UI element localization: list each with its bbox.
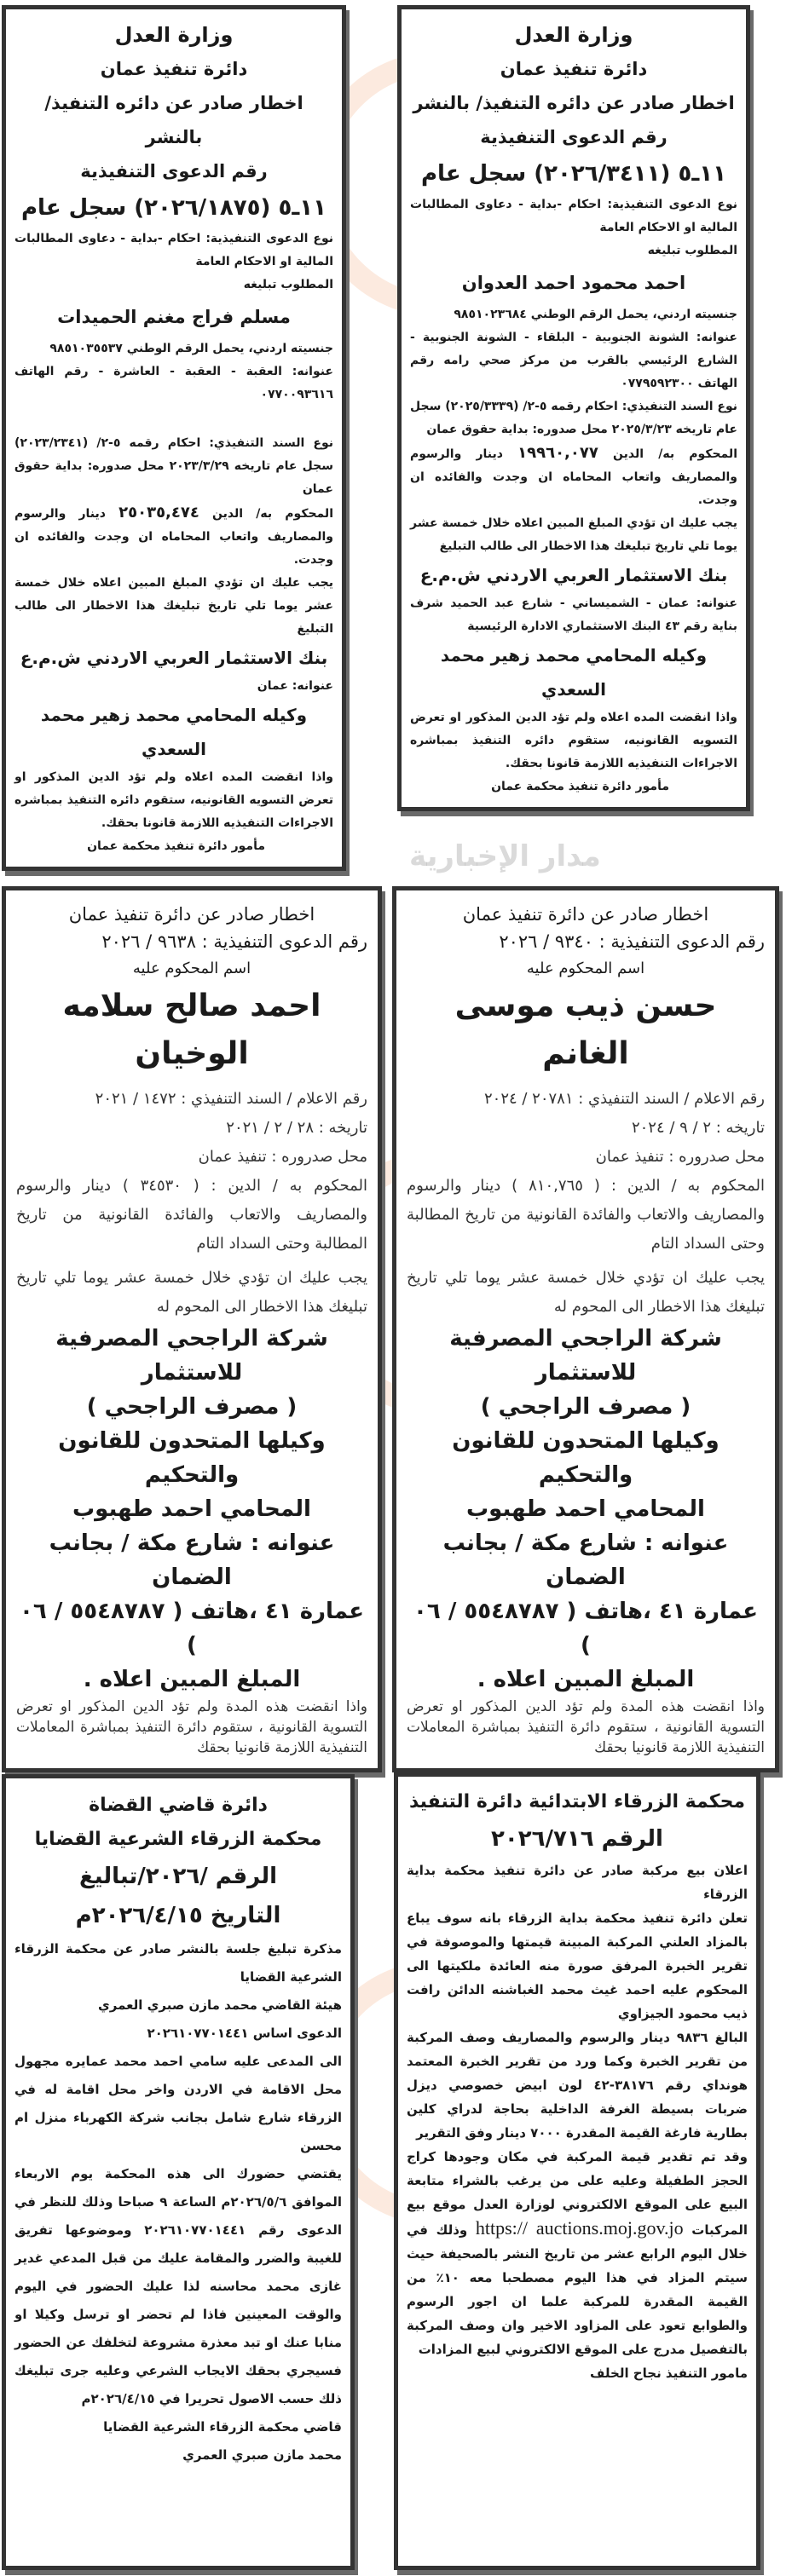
creditor-address: عنوانه : شارع مكة / بجانب الضمان: [49, 1530, 335, 1590]
department-heading: دائرة قاضي القضاة: [89, 1795, 268, 1816]
signature: مأمور دائرة تنفيذ محكمة عمان: [491, 780, 669, 793]
signature: مأمور دائرة تنفيذ محكمة عمان: [87, 839, 265, 853]
execution-deed: نوع السند التنفيذي: احكام رقمه ٥-٢/ (٢٠٢٥/٣٣٣٩) سجل عام تاريخه ٢٠٢٥/٣/٢٣ محل صدوره: بداية حقوق عمان: [410, 400, 737, 436]
notice-amman-execution-2: [2, 5, 346, 871]
department-heading: دائرة تنفيذ عمان: [100, 59, 248, 79]
deed-date: تاريخه : ٢ / ٩ / ٢٠٢٤: [631, 1119, 765, 1137]
amount-above: المبلغ المبين اعلاه .: [477, 1667, 695, 1692]
amount-value: ٢٥٠٣٥,٤٧٤: [118, 504, 199, 522]
lawyer-name: وكيله المحامي محمد زهير محمد السعدي: [440, 645, 708, 700]
debtor-name: احمد صالح سلامه الوخيان: [62, 988, 321, 1071]
debtor-label: اسم المحكوم عليه: [526, 960, 645, 977]
creditor-alias: ( مصرف الراجحي ): [480, 1394, 691, 1420]
amount-suffix: دينار والرسوم والمصاريف واتعاب المحاماه ان وجدت والفائده ان وجدت.: [410, 447, 737, 507]
agent-name: وكيلها المتحدون للقانون والتحكيم: [452, 1428, 720, 1488]
warning-text: واذا انقضت المده اعلاه ولم تؤد الدين المذكور او تعرض التسويه القانونيه، ستقوم دائره التنفيذ بمباشره الاجراءات التنفيذيه اللازمة قانونا بحقك.: [14, 770, 333, 830]
building-phone: عمارة ٤١ ،هاتف ( ٥٥٤٨٧٨٧ / ٠٦ ): [413, 1599, 758, 1658]
debtor-nationality: جنسيته اردني، يحمل الرقم الوطني ٩٨٥١٠٢٣٦٨٤: [454, 308, 737, 321]
auction-body-1: تعلن دائرة تنفيذ محكمة بداية الزرقاء بانه سوف يباع بالمزاد العلني المركبة المبينة قيمتها والموصوفة في تقرير الخبرة المرفق صورة منه العائدة ملكيتها الى المحكوم عليه احمد غيث محمد الغباشنه الدائن رافت ذيب محمود الجيزاوي: [407, 1910, 748, 2021]
debtor-label: اسم المحكوم عليه: [132, 960, 251, 977]
auction-intro: اعلان بيع مركبة صادر عن دائرة تنفيذ محكمة بداية الزرقاء: [407, 1863, 748, 1902]
payment-instruction: يجب عليك ان تؤدي خلال خمسة عشر يوما تلي تاريخ تبليغك هذا الاخطار الى المحوم له: [16, 1269, 367, 1316]
deed-reference: رقم الاعلام / السند التنفيذي : ١٤٧٢ / ٢٠٢١: [95, 1090, 367, 1108]
reference-number: الرقم /٢٠٢٦/تباليغ: [78, 1864, 278, 1889]
reference-number: الرقم ٢٠٢٦/٧١٦: [491, 1826, 663, 1852]
notice-rajhi-2: [2, 886, 382, 1772]
case-number: ١١ـ٥ (٢٠٢٦/٣٤١١) سجل عام: [421, 161, 726, 187]
signature-name: محمد مازن صبري العمري: [182, 2447, 342, 2463]
deed-reference: رقم الاعلام / السند التنفيذي : ٢٠٧٨١ / ٢٠٢٤: [483, 1090, 765, 1108]
building-phone: عمارة ٤١ ،هاتف ( ٥٥٤٨٧٨٧ / ٠٦ ): [20, 1599, 364, 1658]
debtor-name: مسلم فراج مغنم الحميدات: [57, 307, 291, 327]
auction-website-link[interactable]: https:// auctions.moj.gov.jo: [475, 2217, 684, 2239]
creditor-name: بنك الاستثمار العربي الاردني ش.م.ع: [20, 648, 328, 668]
deed-date: تاريخه : ٢٨ / ٢ / ٢٠٢١: [226, 1119, 367, 1137]
case-number: رقم الدعوى التنفيذية : ٩٦٣٨ / ٢٠٢٦: [101, 931, 367, 952]
judge-panel: هيئة القاضي محمد مازن صبري العمري: [98, 1997, 342, 2013]
ministry-heading: وزارة العدل: [114, 23, 234, 47]
creditor-address: عنوانه: عمان: [257, 679, 333, 693]
notice-rajhi-1: [392, 886, 779, 1772]
debtor-nationality: جنسيته اردني، يحمل الرقم الوطني ٩٨٥١٠٣٥٥٣٧: [49, 342, 333, 355]
watermark-text: مدار الإخبارية: [409, 839, 601, 873]
execution-deed: نوع السند التنفيذي: احكام رقمه ٥-٢/ (٢٠٢٣/٢٣٤١) سجل عام تاريخه ٢٠٢٣/٣/٢٩ محل صدوره: بداية حقوق عمان: [14, 436, 334, 496]
lawyer-name: المحامي احمد طهبوب: [72, 1496, 311, 1522]
creditor-alias: ( مصرف الراجحي ): [86, 1394, 298, 1420]
defendant-details: الى المدعى عليه سامي احمد محمد عمايره مجهول محل الاقامة في الاردن واخر محل اقامة له في الزرقاء شارع شامل بجانب شركة الكهرباء منزل ام محسن: [14, 2054, 342, 2153]
payment-instruction: يجب عليك ان تؤدي المبلغ المبين اعلاه خلال خمسة عشر يوما تلي تاريخ تبليغك هذا الاخطار الى طالب التبليغ: [14, 576, 333, 636]
creditor-address: عنوانه: عمان - الشميساني - شارع عبد الحميد شرف بناية رقم ٤٣ البنك الاستثماري الادارة الرئيسية: [410, 596, 737, 633]
notice-vehicle-auction: [394, 1772, 760, 2570]
payment-instruction: يجب عليك ان تؤدي خلال خمسة عشر يوما تلي تاريخ تبليغك هذا الاخطار الى المحوم له: [407, 1269, 765, 1316]
court-heading: محكمة الزرقاء الشرعية القضايا: [34, 1829, 322, 1850]
signature-title: قاضي محكمة الزرقاء الشرعية القضايا: [103, 2419, 342, 2435]
warning-text: واذا انقضت هذه المدة ولم تؤد الدين المذكور او تعرض التسوية القانونية ، ستقوم دائرة التنفيذ بمباشرة المعاملات التنفيذية اللازمة قانونيا بحقك: [407, 1698, 765, 1756]
to-notify-label: المطلوب تبليغه: [243, 278, 333, 291]
auction-timing-text: وذلك في خلال اليوم الرابع عشر من تاريخ النشر بالصحيفة حيث سيتم المزاد في هذا اليوم مصطحبا معه ١٠٪ من القيمة المقدرة للمركبة علما ان اجور الرسوم والطوابع تعود على المزاود الاخير وان وصف المركبة بالتفصيل مدرج على الموقع الالكتروني لبيع المزادات: [407, 2222, 748, 2357]
warning-text: واذا انقضت هذه المدة ولم تؤد الدين المذكور او تعرض التسوية القانونية ، ستقوم دائرة التنفيذ بمباشرة المعاملات التنفيذية اللازمة قانونيا بحقك: [16, 1698, 367, 1756]
debtor-name: حسن ذيب موسى الغانم: [454, 988, 717, 1071]
lawyer-name: المحامي احمد طهبوب: [466, 1496, 705, 1522]
issue-place: محل صدروره : تنفيذ عمان: [198, 1148, 367, 1166]
case-type: نوع الدعوى التنفيذية: احكام -بداية - دعاوى المطالبات المالية او الاحكام العامة: [410, 198, 737, 234]
judgment-amount: [14, 501, 333, 572]
amount-prefix: المحكوم به/ الدين: [613, 447, 737, 461]
to-notify-label: المطلوب تبليغه: [647, 244, 737, 257]
notice-title: اخطار صادر عن دائرة تنفيذ عمان: [68, 904, 315, 925]
notice-title: اخطار صادر عن دائره التنفيذ/ بالنشر: [413, 93, 735, 113]
auction-body-2: البالغ ٩٨٣٦ دينار والرسوم والمصاريف وصف المركبة من تقرير الخبرة وكما ورد من تقرير الخبرة المعتمد هونداي رقم ٣٨١٧٦-٤٢ لون ابيض خصوصي ديزل ضربات بسيطة الغرفة الداخلية بحاجة لدراي كلين بطارية فارغة القيمة المقدرة ٧٠٠٠ دينار وفق التقرير: [407, 2030, 748, 2141]
notice-title: اخطار صادر عن دائره التنفيذ/ بالنشر: [44, 93, 303, 147]
case-basis: الدعوى اساس ٢٠٢٦١٠٧٧٠١٤٤١: [147, 2026, 342, 2041]
notice-date: التاريخ ٢٠٢٦/٤/١٥م: [75, 1903, 281, 1928]
case-number: رقم الدعوى التنفيذية : ٩٣٤٠ / ٢٠٢٦: [499, 931, 765, 952]
debtor-name: احمد محمود احمد العدوان: [461, 273, 686, 293]
notice-title: اخطار صادر عن دائرة تنفيذ عمان: [462, 904, 709, 925]
notice-amman-execution-1: [397, 5, 750, 811]
summons-body: يقتضي حضورك الى هذه المحكمة يوم الاربعاء الموافق ٢٠٢٦/٥/٦م الساعة ٩ صباحا وذلك للنظر في الدعوى رقم ٢٠٢٦١٠٧٧٠١٤٤١ وموضوعها تفريق للغيبة والضرر والمقامة عليك من قبل المدعي غدير غازى محمد محاسنه لذا عليك الحضور في اليوم والوقت المعينين فاذا لم تحضر او ترسل وكيلا او منابا عنك او تبد معذرة مشروعة لتخلفك عن الحضور فسيجري بحقك الايجاب الشرعي وعليه جرى تبليغك ذلك حسب الاصول تحريرا في ٢٠٢٦/٤/١٥م: [14, 2166, 342, 2406]
creditor-address: عنوانه : شارع مكة / بجانب الضمان: [442, 1530, 729, 1590]
issue-place: محل صدروره : تنفيذ عمان: [595, 1148, 765, 1166]
judgment-amount: المحكوم به / الدين : ( ٨١٠,٧٦٥ ) دينار والرسوم والمصاريف والاتعاب والفائدة القانونية من تاريخ المطالبة وحتى السداد التام: [407, 1177, 765, 1253]
court-heading: محكمة الزرقاء الابتدائية دائرة التنفيذ: [408, 1791, 746, 1812]
judgment-amount: المحكوم به / الدين : ( ٣٤٥٣٠ ) دينار والرسوم والمصاريف والاتعاب والفائدة القانونية من تاريخ المطالبة وحتى السداد التام: [16, 1177, 367, 1253]
auction-location-text: وقد تم تقدير قيمة المركبة في مكان وجودها كراج الحجز الطفيلة وعليه على من يرغب بالشراء متابعة البيع على الموقع الالكتروني لوزارة العدل موقع بيع المركبات: [407, 2149, 748, 2238]
amount-above: المبلغ المبين اعلاه .: [83, 1667, 301, 1692]
lawyer-name: وكيله المحامي محمد زهير محمد السعدي: [40, 705, 308, 759]
amount-prefix: المحكوم به/ الدين: [212, 507, 333, 521]
notice-sharia-court-summons: [2, 1774, 355, 2570]
creditor-name: بنك الاستثمار العربي الاردني ش.م.ع: [419, 565, 728, 585]
department-heading: دائرة تنفيذ عمان: [500, 59, 648, 79]
amount-suffix: دينار والرسوم والمصاريف واتعاب المحاماه ان وجدت والفائده ان وجدت.: [14, 507, 333, 567]
judgment-amount: [410, 441, 737, 512]
auction-body-3: [407, 2145, 748, 2361]
creditor-name: شركة الراجحي المصرفية للاستثمار: [449, 1326, 722, 1386]
case-type: نوع الدعوى التنفيذية: احكام -بداية - دعاوى المطالبات المالية او الاحكام العامة: [14, 232, 333, 268]
signature: مامور التنفيذ نجاح الخلف: [590, 2366, 748, 2381]
summons-intro: مذكرة تبليغ جلسة بالنشر صادر عن محكمة الزرقاء الشرعية القضايا: [14, 1941, 342, 1985]
amount-value: ١٩٩٦٠,٠٧٧: [517, 444, 598, 462]
agent-name: وكيلها المتحدون للقانون والتحكيم: [58, 1428, 326, 1488]
ministry-heading: وزارة العدل: [514, 23, 633, 47]
creditor-name: شركة الراجحي المصرفية للاستثمار: [55, 1326, 328, 1386]
case-number: ١١ـ٥ (٢٠٢٦/١٨٧٥) سجل عام: [21, 195, 327, 221]
warning-text: واذا انقضت المده اعلاه ولم تؤد الدين المذكور او تعرض التسويه القانونيه، ستقوم دائره التنفيذ بمباشره الاجراءات التنفيذيه اللازمة قانونا بحقك.: [410, 711, 737, 770]
debtor-address: عنوانه: العقبة - العقبة - العاشرة - رقم الهاتف ٠٧٧٠٠٩٣٦١٦: [14, 365, 333, 401]
case-label: رقم الدعوى التنفيذية: [80, 161, 268, 182]
case-label: رقم الدعوى التنفيذية: [480, 127, 668, 147]
payment-instruction: يجب عليك ان تؤدي المبلغ المبين اعلاه خلال خمسة عشر يوما تلي تاريخ تبليغك هذا الاخطار الى طالب التبليغ: [410, 516, 737, 553]
debtor-address: عنوانه: الشونة الجنوبية - البلقاء - الشونة الجنوبية - الشارع الرئيسي بالقرب من مركز صحي رامه رقم الهاتف ٠٧٧٩٥٩٢٣٠٠: [410, 331, 737, 390]
